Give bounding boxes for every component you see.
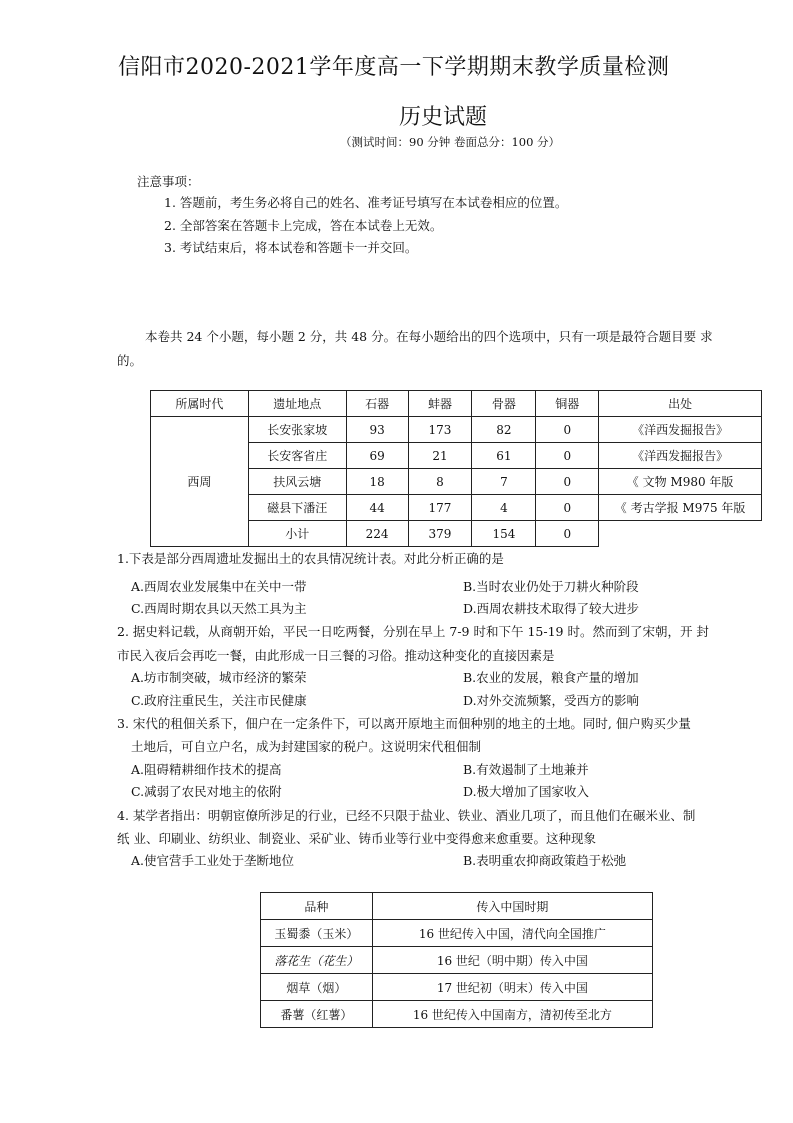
table-cell: 379 xyxy=(408,521,472,547)
table-cell: 154 xyxy=(472,521,536,547)
notice-item: 1. 答题前，考生务必将自己的姓名、准考证号填写在本试卷相应的位置。 xyxy=(164,195,568,210)
question-2-stem-cont: 市民入夜后会再吃一餐，由此形成一日三餐的习俗。推动这种变化的直接因素是 xyxy=(117,648,555,663)
column-header: 所属时代 xyxy=(151,391,249,417)
question-2-stem: 2. 据史料记载，从商朝开始，平民一日吃两餐，分别在早上 7-9 时和下午 15-19 时。然而到了宋朝，开 封 xyxy=(117,624,709,639)
notice-item: 3. 考试结束后，将本试卷和答题卡一并交回。 xyxy=(164,240,418,255)
table-cell: 《洋西发掘报告》 xyxy=(599,417,762,443)
question-3-stem-cont: 土地后，可自立户名，成为封建国家的税户。这说明宋代租佃制 xyxy=(131,739,482,754)
table-cell: 69 xyxy=(346,443,408,469)
question-1-option-a: A.西周农业发展集中在关中一带 xyxy=(131,579,307,594)
table-cell: 16 世纪传入中国，清代向全国推广 xyxy=(372,920,652,947)
column-header: 蚌器 xyxy=(408,391,472,417)
table-cell: 0 xyxy=(536,469,599,495)
column-header: 骨器 xyxy=(472,391,536,417)
question-1-option-b: B.当时农业仍处于刀耕火种阶段 xyxy=(463,579,639,594)
table-cell: 长安张家坡 xyxy=(248,417,346,443)
table-cell: 番薯（红薯） xyxy=(261,1001,373,1028)
table-cell: 61 xyxy=(472,443,536,469)
section-instruction: 本卷共 24 个小题，每小题 2 分，共 48 分。在每小题给出的四个选项中，只有一项是最符合题目要 求 xyxy=(145,329,713,344)
question-1-option-c: C.西周时期农具以天然工具为主 xyxy=(131,601,307,616)
era-cell: 西周 xyxy=(151,417,249,547)
section-instruction-cont: 的。 xyxy=(117,353,143,368)
table-cell: 93 xyxy=(346,417,408,443)
column-header: 铜器 xyxy=(536,391,599,417)
table-cell: 18 xyxy=(346,469,408,495)
column-header: 品种 xyxy=(261,893,373,920)
exam-meta: （测试时间：90 分钟 卷面总分：100 分） xyxy=(340,135,561,149)
table-header-row xyxy=(151,391,762,417)
question-2-option-d: D.对外交流频繁，受西方的影响 xyxy=(463,693,640,708)
table-cell: 0 xyxy=(536,443,599,469)
question-1-stem: 1.下表是部分西周遗址发掘出土的农具情况统计表。对此分析正确的是 xyxy=(117,551,504,566)
table-row xyxy=(151,417,762,443)
table-cell: 177 xyxy=(408,495,472,521)
table-row xyxy=(261,974,653,1001)
crop-introduction-table xyxy=(260,892,653,1028)
question-2-option-b: B.农业的发展，粮食产量的增加 xyxy=(463,670,639,685)
table-cell: 8 xyxy=(408,469,472,495)
column-header: 出处 xyxy=(599,391,762,417)
table-cell: 长安客省庄 xyxy=(248,443,346,469)
column-header: 传入中国时期 xyxy=(372,893,652,920)
page-title: 信阳市2020-2021学年度高一下学期期末教学质量检测 xyxy=(118,55,670,80)
table-cell: 磁县下潘汪 xyxy=(248,495,346,521)
table-cell: 《洋西发掘报告》 xyxy=(599,443,762,469)
column-header: 遗址地点 xyxy=(248,391,346,417)
table-cell: 7 xyxy=(472,469,536,495)
question-4-stem-cont: 纸 业、印刷业、纺织业、制瓷业、采矿业、铸币业等行业中变得愈来愈重要。这种现象 xyxy=(117,831,596,846)
table-cell: 《 考古学报 M975 年版 xyxy=(599,495,762,521)
table-cell: 17 世纪初（明末）传入中国 xyxy=(372,974,652,1001)
page-subtitle: 历史试题 xyxy=(399,105,488,130)
question-3-stem: 3. 宋代的租佃关系下，佃户在一定条件下，可以离开原地主而佃种别的地主的土地。同时, 佃户购买少量 xyxy=(117,716,691,731)
question-2-option-c: C.政府注重民生，关注市民健康 xyxy=(131,693,307,708)
table-cell: 82 xyxy=(472,417,536,443)
table-cell: 224 xyxy=(346,521,408,547)
table-cell: 173 xyxy=(408,417,472,443)
table-cell: 0 xyxy=(536,417,599,443)
question-3-option-c: C.减弱了农民对地主的依附 xyxy=(131,784,282,799)
artifact-table xyxy=(150,390,762,547)
notice-item: 2. 全部答案在答题卡上完成，答在本试卷上无效。 xyxy=(164,218,443,233)
table-cell: 21 xyxy=(408,443,472,469)
table-cell: 4 xyxy=(472,495,536,521)
table-cell: 落花生（花生） xyxy=(261,947,373,974)
table-row xyxy=(261,947,653,974)
table-cell: 小计 xyxy=(248,521,346,547)
table-cell: 0 xyxy=(536,495,599,521)
table-cell: 16 世纪传入中国南方，清初传至北方 xyxy=(372,1001,652,1028)
table-cell: 扶风云塘 xyxy=(248,469,346,495)
notice-heading: 注意事项： xyxy=(137,174,200,189)
table-cell: 《 文物 M980 年版 xyxy=(599,469,762,495)
table-cell xyxy=(599,521,762,547)
table-cell: 44 xyxy=(346,495,408,521)
table-header-row xyxy=(261,893,653,920)
question-4-option-b: B.表明重农抑商政策趋于松弛 xyxy=(463,853,627,868)
question-2-option-a: A.坊市制突破，城市经济的繁荣 xyxy=(131,670,307,685)
column-header: 石器 xyxy=(346,391,408,417)
table-cell: 0 xyxy=(536,521,599,547)
table-cell: 烟草（烟） xyxy=(261,974,373,1001)
table-row xyxy=(261,920,653,947)
table-cell: 玉蜀黍（玉米） xyxy=(261,920,373,947)
question-1-option-d: D.西周农耕技术取得了较大进步 xyxy=(463,601,640,616)
question-4-stem: 4. 某学者指出：明朝宦僚所涉足的行业，已经不只限于盐业、铁业、酒业几项了，而且他们在碾米业、制 xyxy=(117,808,696,823)
question-3-option-a: A.阻碍精耕细作技术的提高 xyxy=(131,762,282,777)
table-cell: 16 世纪（明中期）传入中国 xyxy=(372,947,652,974)
question-3-option-b: B.有效遏制了土地兼并 xyxy=(463,762,589,777)
question-4-option-a: A.使官营手工业处于垄断地位 xyxy=(131,853,295,868)
question-3-option-d: D.极大增加了国家收入 xyxy=(463,784,590,799)
table-row xyxy=(261,1001,653,1028)
